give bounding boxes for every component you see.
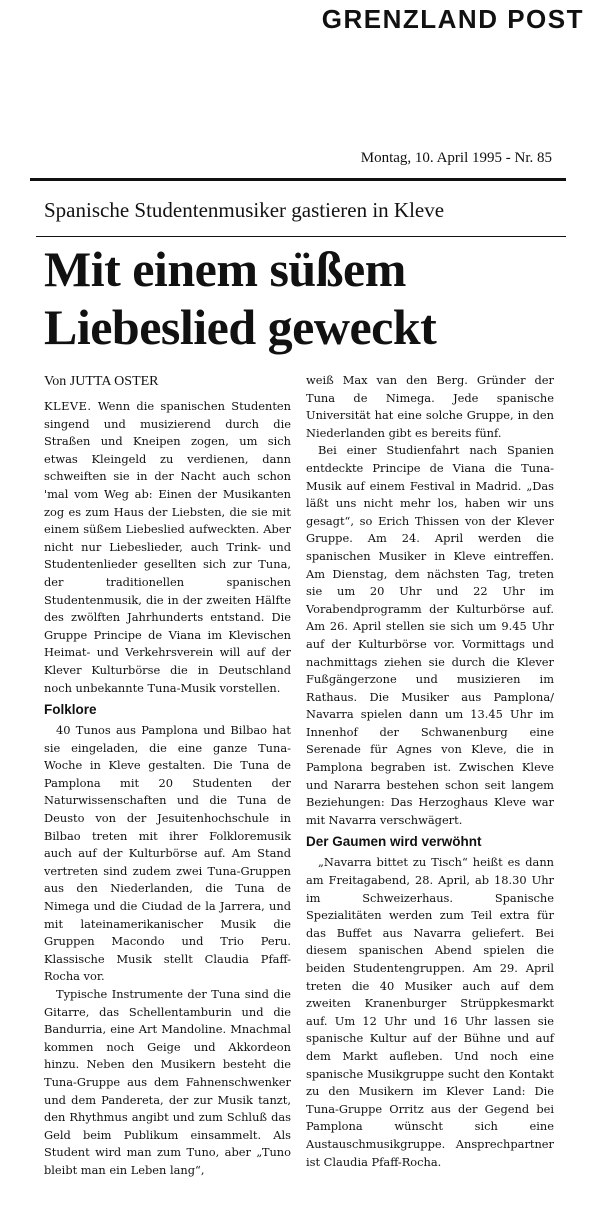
paragraph: Bei einer Studienfahrt nach Spanien entdeckte Principe de Viana die Tuna-Musik auf einem Festival in Madrid. „Das läßt uns nicht mehr los, haben wir uns gesagt“, so Erich Thissen von der Klever Gruppe. Am 24. April werden die spanischen Musiker in Kleve eintreffen. Am Dienstag, dem nächsten Tag, treten sie um 20 Uhr und 22 Uhr im Vorabendprogramm der Kulturbörse auf. Am 26. April stellen sie sich um 9.45 Uhr auf der Kulturbörse vor. Vormittags und nachmittags ziehen sie durch die Klever Fußgängerzone und musizieren im Rathaus. Die Musiker aus Pamplona/ Navarra spielen dann um 13.45 Uhr im Innenhof der Schwanenburg eine Serenade für Agnes von Kleve, die in Pamplona begraben ist. Zwischen Kleve und Nararra bestehen schon seit langem Beziehungen: Das Herzoghaus Kleve war mit Navarra verschwägert. [306, 443, 554, 827]
article-kicker: Spanische Studentenmusiker gastieren in Kleve [44, 198, 445, 222]
article-headline [44, 240, 564, 356]
paragraph: weiß Max van den Berg. Gründer der Tuna de Nimega. Jede spanische Universität hat eine solche Gruppe, in den Niederlanden gibt es bereits fünf. [306, 373, 554, 440]
kicker-rule [36, 236, 566, 237]
header-rule [30, 178, 566, 181]
article-column-right [306, 372, 554, 1171]
paragraph: 40 Tunos aus Pamplona und Bilbao hat sie eingeladen, die eine ganze Tuna-Woche in Kleve gestalten. Die Tuna de Pamplona mit 20 Studenten der Naturwissenschaften und die Tuna de Deusto von der Jesuitenhochschule in Bilbao treten mit ihrer Folkloremusik auch auf der Kulturbörse auf. Am Stand vertreten sind zudem zwei Tuna-Gruppen aus den Niederlanden, die Tuna de Nimega und die Ciudad de la Jarrera, und mit lateinamerikanischer Musik die Gruppen Macondo und Trio Peru. Klassische Musik stellt Claudia Pfaff-Rocha vor. [44, 723, 291, 984]
paragraph: „Navarra bittet zu Tisch“ heißt es dann am Freitagabend, 28. April, ab 18.30 Uhr im Schweizerhaus. Spanische Spezialitäten werden zum Teil extra für das Buffet aus Navarra geliefert. Bei diesem spanischen Abend spielen die beiden Studentengruppen. Am 29. April treten die 40 Musiker auch auf dem zweiten Kranenburger Strüppkesmarkt auf. Um 12 Uhr und 16 Uhr lassen sie spanische Kultur auf der Bühne und auf dem Markt aufleben. Und noch eine spanische Musikgruppe sucht den Kontakt zu den Musikern im Klever Land: Die Tuna-Gruppe Orritz aus der Gegend bei Pamplona wünscht sich eine Austauschmusikgruppe. Ansprechpartner ist Claudia Pfaff-Rocha. [306, 855, 554, 1169]
article-column-left [44, 398, 291, 1180]
headline-line-1: Mit einem süßem [44, 241, 406, 297]
subheading-folklore: Folklore [44, 702, 97, 718]
paragraph: Typische Instrumente der Tuna sind die Gitarre, das Schellentamburin und die Bandurria, eine Art Mandoline. Mnachmal kommen noch Geige und Akkordeon hinzu. Neben den Musikern besteht die Tuna-Gruppe aus dem Fahnenschwenker und dem Pandereta, der zur Musik tanzt, den Rhythmus angibt und zum Schluß das Geld beim Publikum einsammelt. Als Student wird man zum Tuno, aber „Tuno bleibt man ein Leben lang“, [44, 987, 291, 1177]
paragraph-text: Wenn die spanischen Studenten singend und musizierend durch die Straßen und Kneipen zogen, um sich etwas Kleingeld zu verdienen, dann schweiften sie in der Nacht auch schon 'mal vom Weg ab: Einen der Musikanten zog es zum Haus der Liebsten, die sie mit einem süßem Liebeslied aufweckten. Aber nicht nur Liebeslieder, auch Trink- und Studentenlieder gesellten sich zur Tuna, der traditionellen spanischen Studentenmusik, die in der zweiten Hälfte des zwölften Jahrhunderts entstand. Die Gruppe Principe de Viana im Klevischen Heimat- und Verkehrsverein will auf der Klever Kulturbörse die in Deutschland noch unbekannte Tuna-Musik vorstellen. [44, 399, 292, 695]
headline-line-2: Liebeslied geweckt [44, 299, 437, 355]
subheading-gaumen: Der Gaumen wird verwöhnt [306, 834, 482, 850]
issue-dateline: Montag, 10. April 1995 - Nr. 85 [360, 150, 552, 166]
paragraph [44, 398, 291, 697]
dateline-place: KLEVE. [44, 399, 92, 413]
newspaper-masthead: GRENZLAND POST [321, 4, 584, 34]
article-byline: Von JUTTA OSTER [44, 374, 159, 389]
